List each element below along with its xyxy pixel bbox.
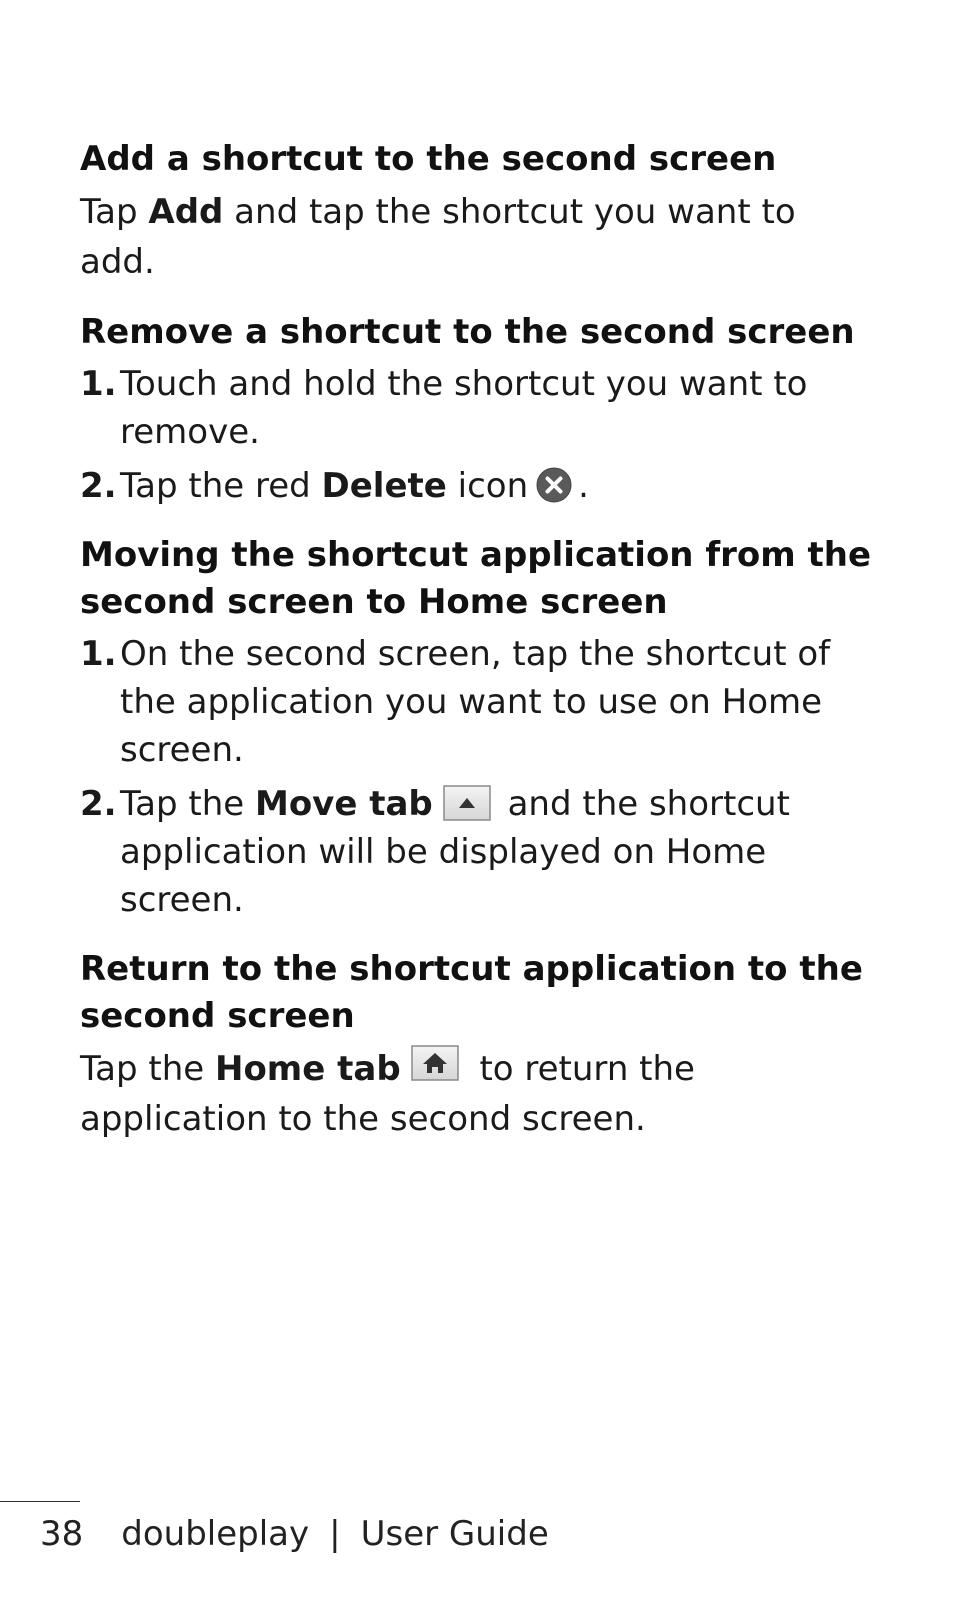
- step-text: [120, 780, 880, 924]
- footer-separator: |: [329, 1514, 341, 1554]
- page-footer: [40, 1512, 549, 1556]
- step-text: [120, 462, 880, 510]
- add-text-suffix: and tap the shortcut you want to add.: [80, 192, 796, 282]
- step-number: 2.: [80, 466, 117, 506]
- add-shortcut-heading: Add a shortcut to the second screen: [80, 139, 777, 179]
- step-text-end: .: [578, 466, 589, 506]
- return-shortcut-text: [80, 1044, 880, 1144]
- step-number: 1.: [80, 634, 117, 674]
- delete-x-icon: [536, 467, 572, 503]
- move-step-2: [80, 780, 880, 924]
- move-tab-up-arrow-icon: [443, 785, 491, 821]
- move-tab-keyword: Move tab: [254, 784, 433, 824]
- step-text: Touch and hold the shortcut you want to remove.: [120, 364, 808, 452]
- move-step-1: [80, 630, 880, 774]
- step-text-prefix: Tap the red: [120, 466, 322, 506]
- step-text-suffix: icon: [446, 466, 529, 506]
- remove-step-2: [80, 462, 880, 510]
- delete-keyword: Delete: [321, 466, 447, 506]
- step-number: 1.: [80, 364, 117, 404]
- remove-step-1: [80, 360, 880, 456]
- footer-product: doubleplay: [121, 1514, 310, 1554]
- move-shortcut-heading: Moving the shortcut application from the second screen to Home screen: [80, 535, 872, 622]
- footer-rule: [0, 1501, 80, 1502]
- add-shortcut-text: [80, 187, 880, 287]
- return-text-prefix: Tap the: [80, 1049, 215, 1089]
- step-text: On the second screen, tap the shortcut of the application you want to use on Home screen.: [120, 634, 831, 770]
- add-keyword: Add: [148, 192, 224, 232]
- add-text-prefix: Tap: [80, 192, 149, 232]
- home-tab-house-icon: [411, 1045, 459, 1081]
- page-content: [80, 136, 880, 1144]
- step-text-suffix: and the shortcut application will be displayed on Home screen.: [120, 784, 790, 920]
- step-number: 2.: [80, 784, 117, 824]
- page-number: 38: [40, 1514, 84, 1554]
- footer-guide: User Guide: [360, 1514, 549, 1554]
- remove-shortcut-heading: Remove a shortcut to the second screen: [80, 312, 855, 352]
- return-text-suffix: to return the application to the second screen.: [80, 1049, 695, 1139]
- step-text-prefix: Tap the: [120, 784, 255, 824]
- home-tab-keyword: Home tab: [214, 1049, 401, 1089]
- return-shortcut-heading: Return to the shortcut application to the second screen: [80, 949, 863, 1036]
